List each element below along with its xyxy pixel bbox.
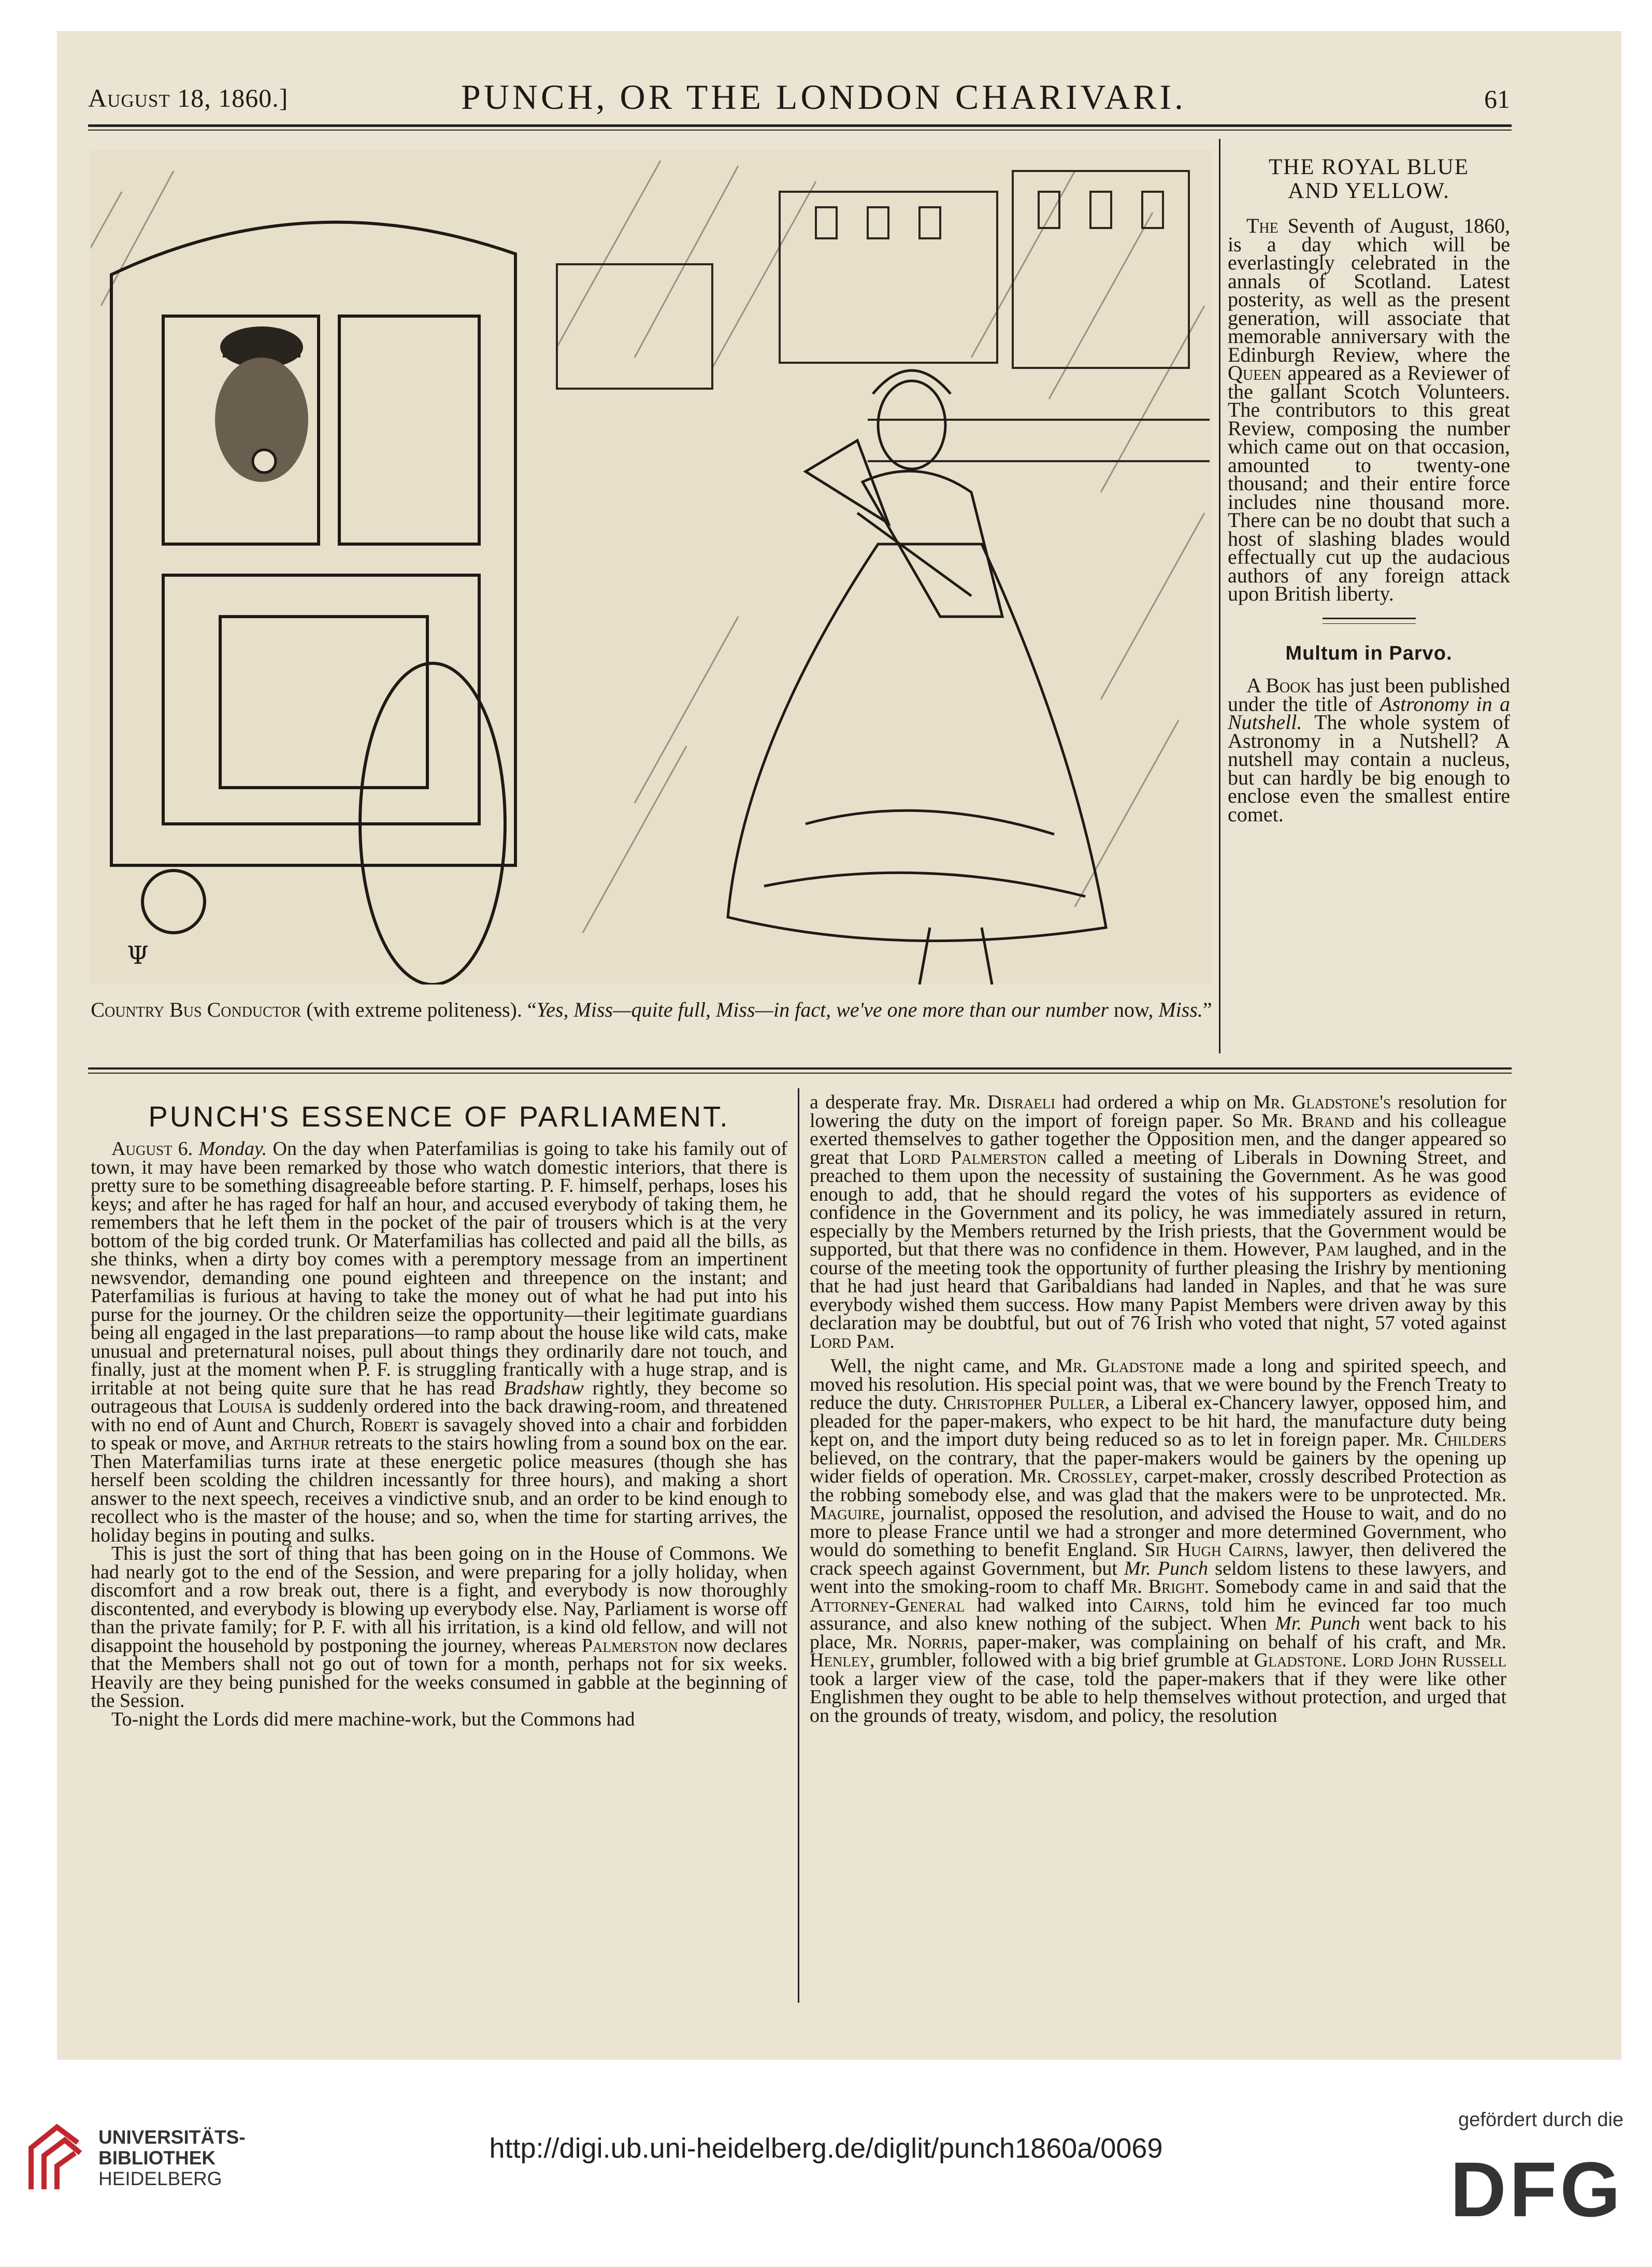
library-line-1: UNIVERSITÄTS-: [98, 2127, 246, 2148]
c2p2-c: , a Liberal ex-Chancery lawyer, opposed him, and pleaded for the paper-makers, who expect to be hit hard, the manufacture duty being kept on, and the import duty being reduced so as to let in foreign paper.: [810, 1392, 1507, 1450]
c2p2-g: , lawyer, then delivered the crack speech against Government, but: [810, 1539, 1506, 1579]
permalink-url[interactable]: http://digi.ub.uni-heidelberg.de/diglit/punch1860a/0069: [489, 2133, 1163, 2164]
c2p2-o: .: [1342, 1649, 1352, 1671]
c2p2-maguire: Mr. Maguire: [810, 1484, 1506, 1524]
royal-dropcap: The: [1246, 214, 1278, 237]
essence-column-1: [91, 1093, 787, 1729]
c2p2-l: went back to his place,: [810, 1613, 1506, 1653]
royal-blue-heading: [1228, 155, 1510, 203]
artist-monogram: Ψ: [127, 941, 149, 970]
c2p2-j: had walked into: [965, 1594, 1130, 1616]
section-rule: [88, 1067, 1512, 1070]
section-rule-thin: [88, 1073, 1512, 1074]
c2p1-a: a desperate fray.: [810, 1091, 949, 1113]
c2p1-disraeli: Mr. Disraeli: [949, 1091, 1056, 1113]
c2p1-e: called a meeting of Liberals in Downing Street, and preached to them upon the necessity of sustaining the Government. As he was good enough to add, that he should regard the votes of his supporters as evidence of confidence in the Government and its policy, he was immediately assured in return, especially by the Members returned by the Irish priests, that the Government would be supported, but that there was no confidence in them. However,: [810, 1146, 1506, 1260]
c2p2-i: . Somebody came in and said that the: [1204, 1576, 1506, 1598]
essence-heading: PUNCH'S ESSENCE OF PARLIAMENT.: [148, 1100, 730, 1133]
essence-paragraph-4: [810, 1093, 1506, 1351]
multum-heading: Multum in Parvo.: [1285, 642, 1453, 664]
essence-p1-a: On the day when Paterfamilias is going to take his family out of town, it may have been remarked by those who watch domestic interiors, that there is pretty sure to be something disagreeable before starting. P. F. himself, perhaps, loses his keys; and after he has raged for half an hour, and accused everybody of taking them, he remembers that he left them in the pocket of the pair of trousers which is at the very bottom of the big corded trunk. Or Materfamilias has collected and paid all the bills, as she thinks, when a dirty boy comes with a peremptory message from an impertinent newsvendor, demanding one pound eighteen and threepence on the instant; and Paterfamilias is furious at having to take the money out of what he had put into his purse for the journey. Or the children seize the opportunity—their legitimate guardians being all engaged in the last preparations—to ramp about the house like wild cats, make unusual and preternatural noises, pull about things they ordinarily dare not touch, and finally, just at the moment when P. F. is struggling frantically with a huge strap, and is irritable at not being quite sure that he has read: [91, 1138, 788, 1399]
masthead-title: PUNCH, OR THE LONDON CHARIVARI.: [461, 77, 1187, 117]
multum-text-1: A: [1246, 674, 1266, 697]
essence-p1-d: is savagely shoved into a chair and forbidden to speak or move, and: [91, 1414, 788, 1454]
dfg-logo[interactable]: DFG: [1450, 2146, 1624, 2233]
c2p2-ag: Attorney-General: [810, 1594, 965, 1616]
c2p1-b: had ordered a whip on: [1055, 1091, 1254, 1113]
c2p1-d: and his colleague exerted themselves to gather together the Opposition men, and the danger appeared so great that: [810, 1109, 1506, 1168]
c2p2-bright: Mr. Bright: [1110, 1576, 1204, 1598]
c2p2-cairns2: Cairns: [1129, 1594, 1185, 1616]
essence-paragraph-1: [91, 1140, 787, 1545]
multum-text-2: has just been published under the title of: [1228, 674, 1510, 716]
caption-direction: (with extreme politeness). “: [301, 998, 537, 1021]
column-rule-bottom: [798, 1088, 799, 2003]
essence-p2-b: now declares that the Members shall not go out of town for a month, perhaps not for six weeks. Heavily are they being punished for the weeks consumed in gabble at the beginning of the Session.: [91, 1634, 787, 1712]
c2p2-cairns: Sir Hugh Cairns: [1144, 1539, 1284, 1561]
royal-queen: Queen: [1228, 361, 1282, 384]
c2p2-b: made a long and spirited speech, and moved his resolution. His special point was, that we were bound by the French Treaty to reduce the duty.: [810, 1355, 1506, 1414]
c2p2-e: , carpet-maker, crossly described Protection as the robbing somebody else, and was glad that the makers were to be unprotected.: [810, 1465, 1506, 1506]
essence-louisa: Louisa: [218, 1395, 273, 1417]
c2p1-pam: Pam: [1315, 1238, 1349, 1260]
c2p2-a: Well, the night came, and: [830, 1355, 1056, 1377]
essence-p1-e: retreats to the stairs howling from a sound box on the ear. Then Materfamilias turns irate at these energetic police measures (though she has herself been scolding the children incessantly for three hours), and making a short answer to the next speech, receives a vindictive snub, and an order to be kind enough to recollect who is the master of the house; and so, when the time for starting arrives, the holiday begins in pouting and sulks.: [91, 1432, 787, 1546]
essence-bradshaw: Bradshaw: [504, 1377, 584, 1399]
c2p2-childers: Mr. Childers: [1396, 1429, 1506, 1450]
essence-arthur: Arthur: [269, 1432, 330, 1454]
c2p1-f: laughed, and in the course of the meeting took the opportunity of further pleasing the Irishry by mentioning that he had just heard that Garibaldians had landed in Naples, and that he was sure everybody wished them success. How many Papist Members were driven away by this declaration may be doubtful, but out of 76 Irish who voted that night, 57 voted against: [810, 1238, 1506, 1334]
caption-quote: Yes, Miss—quite full, Miss—in fact, we've one more than our number: [536, 998, 1109, 1021]
c2p2-k: , told him he evinced far too much assurance, and also knew nothing of the subject. When: [810, 1594, 1506, 1634]
essence-palmerston: Palmerston: [581, 1634, 678, 1657]
c2p1-c: resolution for lowering the duty on the import of foreign paper. So: [810, 1091, 1507, 1132]
section-separator: [1323, 618, 1416, 624]
royal-blue-paragraph: [1228, 214, 1510, 605]
c2p2-gladstone2: Gladstone: [1254, 1649, 1342, 1671]
essence-body-1: [91, 1140, 787, 1729]
essence-p1-b: rightly, they become so outrageous that: [91, 1377, 787, 1417]
caption-close-quote: ”: [1202, 998, 1212, 1021]
c2p2-punch1: Mr. Punch: [1124, 1557, 1209, 1579]
c2p2-p: took a larger view of the case, told the paper-makers that if they were like other Englishmen they ought to be able to help themselves without protection, and urged that on the grounds of treaty, wisdom, and policy, the resolution: [810, 1667, 1506, 1727]
essence-p1-c: is suddenly ordered into the back drawing-room, and threatened with no end of Aunt and Church,: [91, 1395, 787, 1436]
c2p2-n: , grumbler, followed with a big brief grumble at: [869, 1649, 1254, 1671]
page-header: [88, 77, 1510, 118]
essence-paragraph-5: [810, 1357, 1506, 1725]
c2p2-norris: Mr. Norris: [866, 1631, 963, 1653]
c2p1-gladstone: Mr. Gladstone's: [1253, 1091, 1391, 1113]
funded-by-label: gefördert durch die: [1458, 2109, 1624, 2131]
multum-book: Book: [1266, 674, 1311, 697]
c2p2-henley: Mr. Henley: [810, 1631, 1507, 1671]
c2p2-h: seldom listens to these lawyers, and went into the smoking-room to chaff: [810, 1557, 1506, 1598]
c2p1-brand: Mr. Brand: [1261, 1109, 1355, 1132]
c2p2-gladstone: Mr. Gladstone: [1055, 1355, 1184, 1377]
c2p2-crossley: Mr. Crossley: [1019, 1465, 1133, 1487]
page-number: 61: [1484, 84, 1510, 113]
library-line-3: HEIDELBERG: [98, 2168, 222, 2189]
header-rule: [88, 124, 1512, 127]
essence-column-2: [810, 1093, 1506, 1725]
c2p2-russell: Lord John Russell: [1352, 1649, 1507, 1671]
essence-paragraph-3: To-night the Lords did mere machine-work, but the Commons had: [111, 1708, 635, 1730]
essence-date: August 6.: [111, 1138, 193, 1160]
issue-date: August 18, 1860.]: [88, 83, 289, 112]
essence-paragraph-2: [91, 1545, 787, 1710]
c2p1-lordp: Lord Palmerston: [899, 1146, 1047, 1168]
multum-book-title: Astronomy in a Nutshell.: [1228, 692, 1510, 734]
caption-miss: Miss.: [1158, 998, 1203, 1021]
library-line-2: BIBLIOTHEK: [98, 2147, 216, 2169]
column-rule-top: [1219, 139, 1220, 1053]
multum-paragraph: [1228, 674, 1510, 826]
essence-p2-a: This is just the sort of thing that has been going on in the House of Commons. We had nearly got to the end of the Session, and were preparing for a jolly holiday, when discomfort and a row break out, there is a fight, and everybody is now thoroughly discontented, and everybody is blowing up everybody else. Nay, Parliament is worse off than the private family; for P. F. with all his irritation, is a kind old fellow, and will not disappoint the household by postponing the journey, whereas: [91, 1543, 787, 1657]
essence-robert: Robert: [361, 1414, 419, 1436]
c2p2-d: believed, on the contrary, that the paper-makers would be gainers by the opening up wider fields of operation.: [810, 1447, 1506, 1487]
royal-text-2: appeared as a Reviewer of the gallant Scotch Volunteers. The contributors to this great Review, composing the number which came out on that occasion, amounted to twenty-one thousand; and their entire force includes nine thousand more. There can be no doubt that such a host of slashing blades would effectually cut up the audacious authors of any foreign attack upon British liberty.: [1228, 361, 1510, 605]
c2p2-punch2: Mr. Punch: [1275, 1613, 1360, 1634]
c2p2-m: , paper-maker, was complaining on behalf of his craft, and: [963, 1631, 1475, 1653]
cartoon-caption: [91, 997, 1212, 1022]
caption-now: now,: [1109, 998, 1159, 1021]
multum-text-3: The whole system of Astronomy in a Nutshell? A nutshell may contain a nucleus, but can hardly be big enough to enclose even the smallest entire comet.: [1228, 710, 1510, 826]
royal-blue-heading-line-1: THE ROYAL BLUE: [1268, 155, 1470, 179]
royal-text-1: Seventh of August, 1860, is a day which will be everlastingly celebrated in the annals of Scotland. Latest posterity, as well as the present generation, will associate that memorable anniversary with the Edinburgh Review, where the: [1228, 214, 1510, 366]
essence-day: Monday.: [198, 1138, 267, 1160]
royal-blue-heading-line-2: AND YELLOW.: [1288, 179, 1450, 203]
sidebar-column: [1228, 155, 1510, 826]
cartoon-illustration: [91, 150, 1212, 985]
header-rule-thin: [88, 130, 1512, 131]
c2p2-f: , journalist, opposed the resolution, and advised the House to wait, and do no more to please France until we had a stronger and more determined Government, who would do something to benefit England.: [810, 1502, 1506, 1561]
c2p1-lordpam: Lord Pam.: [810, 1330, 895, 1352]
caption-speaker: Country Bus Conductor: [91, 998, 301, 1021]
c2p2-puller: Christopher Puller: [943, 1392, 1105, 1414]
